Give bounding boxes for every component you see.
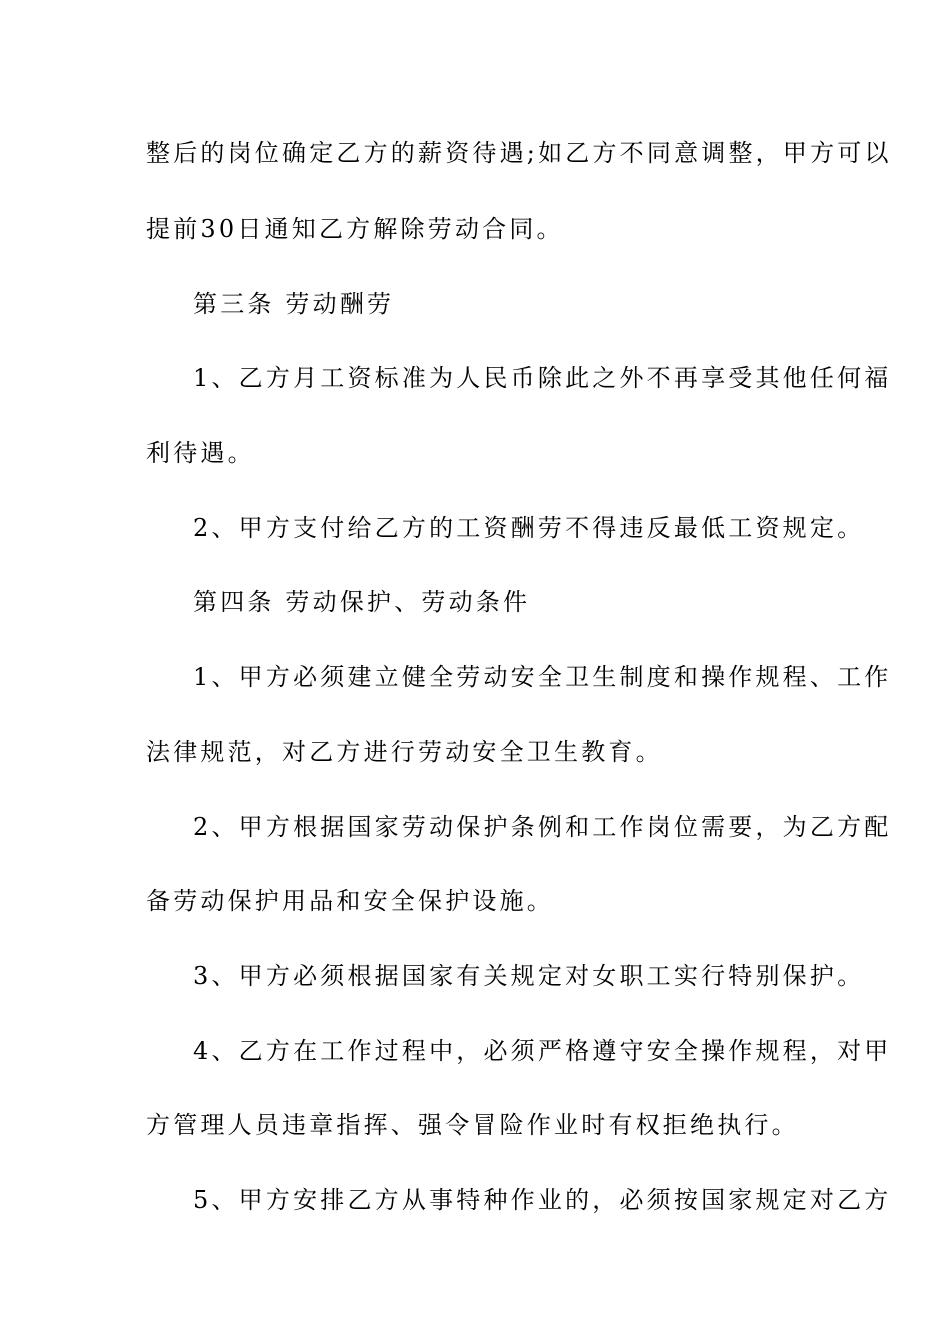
section-heading: 第三条 劳动酬劳 (193, 290, 395, 318)
text-line: 提前30日通知乙方解除劳动合同。 (146, 215, 564, 243)
text-line: 2、甲方支付给乙方的工资酬劳不得违反最低工资规定。 (193, 514, 865, 542)
text-line: 5、甲方安排乙方从事特种作业的，必须按国家规定对乙方 (193, 1186, 892, 1214)
text-line: 1、甲方必须建立健全劳动安全卫生制度和操作规程、工作 (193, 663, 892, 691)
text-line: 利待遇。 (146, 439, 255, 467)
text-line: 2、甲方根据国家劳动保护条例和工作岗位需要，为乙方配 (193, 813, 892, 841)
section-heading: 第四条 劳动保护、劳动条件 (193, 588, 531, 616)
text-line: 方管理人员违章指挥、强令冒险作业时有权拒绝执行。 (146, 1111, 799, 1139)
text-line: 4、乙方在工作过程中，必须严格遵守安全操作规程，对甲 (193, 1037, 892, 1065)
text-line: 整后的岗位确定乙方的薪资待遇;如乙方不同意调整，甲方可以 (146, 139, 892, 167)
text-line: 备劳动保护用品和安全保护设施。 (146, 887, 554, 915)
text-line: 3、甲方必须根据国家有关规定对女职工实行特别保护。 (193, 962, 865, 990)
text-line: 法律规范，对乙方进行劳动安全卫生教育。 (146, 738, 663, 766)
text-line: 1、乙方月工资标准为人民币除此之外不再享受其他任何福 (193, 364, 892, 392)
